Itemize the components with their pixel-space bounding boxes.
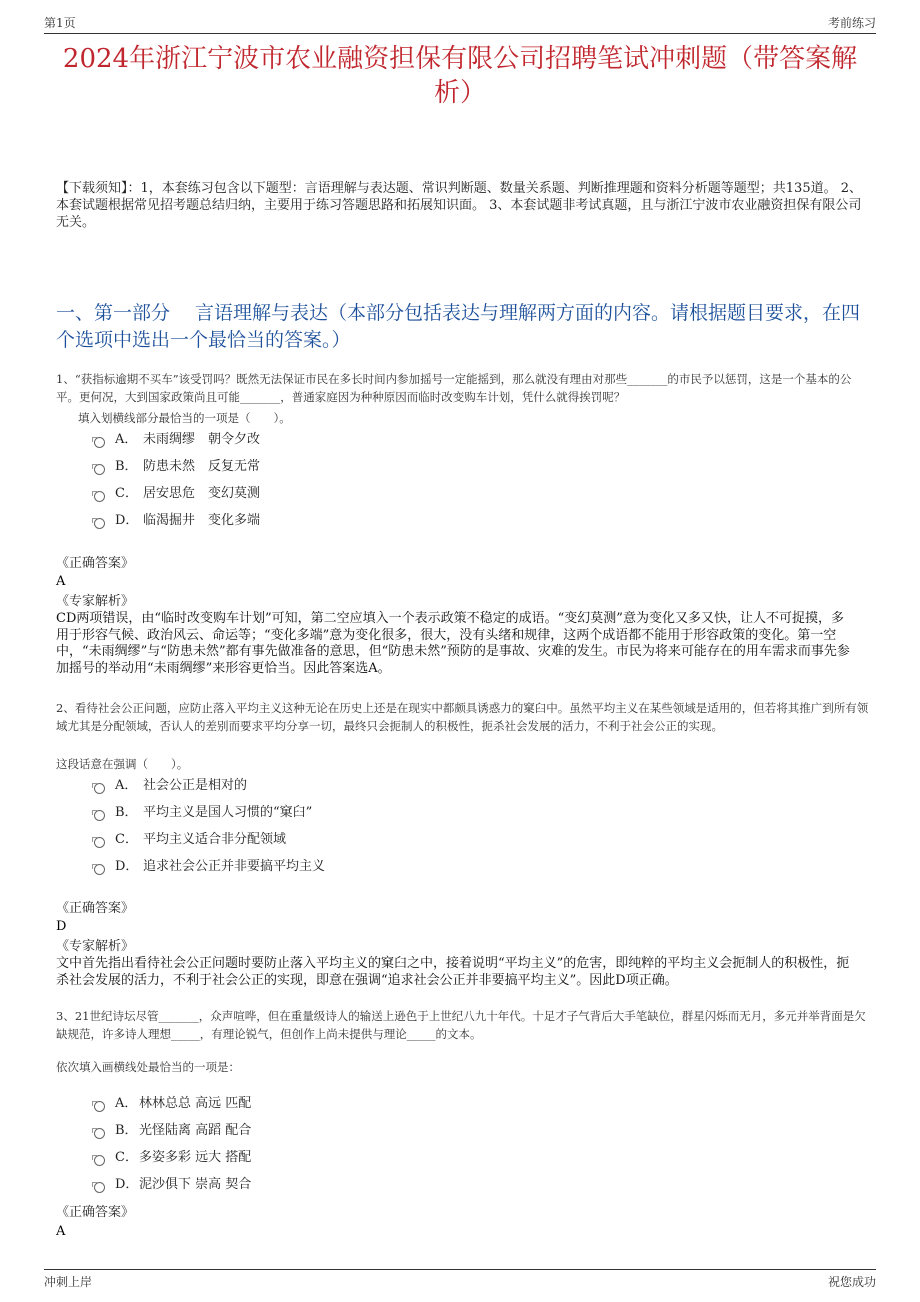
option-key: C． (115, 486, 138, 501)
question-1-text: 1、“获指标逾期不买车”该受罚吗？既然无法保证市民在多长时间内参加摇号一定能摇到，那么就没有理由对那些_______的市民予以惩罚，这是一个基本的公平。更何况，大到国家政策尚且可能_______，普通家庭因为种种原因而临时改变购车计划，凭什么就得挨罚呢？ (56, 372, 852, 404)
q1-option-d[interactable] (94, 511, 260, 531)
page-number: 第1页 (44, 16, 76, 30)
footer-divider (44, 1269, 876, 1270)
option-key: D． (115, 513, 139, 528)
radio-icon[interactable] (94, 810, 105, 821)
radio-icon[interactable] (94, 1155, 105, 1166)
q3-option-d[interactable] (94, 1175, 251, 1195)
option-text: 社会公正是相对的 (143, 778, 248, 793)
radio-icon[interactable] (94, 864, 105, 875)
q2-option-c[interactable] (94, 830, 286, 850)
question-3-prompt: 依次填入画横线处最恰当的一项是： (56, 1060, 240, 1074)
header-tag: 考前练习 (827, 16, 876, 30)
option-text: 平均主义适合非分配领域 (143, 832, 287, 847)
q3-answer: A (56, 1224, 66, 1239)
radio-icon[interactable] (94, 491, 105, 502)
q1-option-a[interactable] (94, 430, 260, 450)
q1-analysis-label: 《专家解析》 (56, 594, 135, 609)
radio-icon[interactable] (94, 518, 105, 529)
option-text: 居安思危 变幻莫测 (143, 486, 261, 501)
q2-option-b[interactable] (94, 803, 312, 823)
question-2-prompt: 这段话意在强调（ ）。 (56, 757, 189, 771)
option-key: C． (115, 1150, 138, 1165)
footer-left-text: 冲刺上岸 (44, 1275, 93, 1289)
option-text: 平均主义是国人习惯的“窠臼” (143, 805, 313, 820)
question-2-text: 2、看待社会公正问题，应防止落入平均主义这种无论在历史上还是在现实中都颇具诱惑力的窠臼中。虽然平均主义在某些领域是适用的，但若将其推广到所有领域尤其是分配领域，否认人的差别而要求平均分享一切，最终只会扼制人的积极性，扼杀社会发展的活力，不利于社会公正的实现。 (56, 701, 869, 733)
q2-option-d[interactable] (94, 857, 325, 877)
radio-icon[interactable] (94, 1182, 105, 1193)
header-divider (44, 33, 876, 34)
option-key: A． (115, 778, 138, 793)
q2-answer: D (56, 919, 67, 934)
q2-option-a[interactable] (94, 776, 247, 796)
option-text: 未雨绸缪 朝令夕改 (143, 432, 261, 447)
q1-answer: A (56, 574, 66, 589)
question-3-text: 3、21世纪诗坛尽管_______，众声喧哗，但在重量级诗人的输送上逊色于上世纪八九十年代。十足才子气背后大手笔缺位，群星闪烁而无月，多元并举背面是欠缺规范，许多诗人理想_____，有理论锐气，但创作上尚未提供与理论_____的文本。 (56, 1009, 866, 1041)
radio-icon[interactable] (94, 837, 105, 848)
q1-correct-label: 《正确答案》 (56, 556, 135, 571)
download-notice: 【下载须知】：1，本套练习包含以下题型：言语理解与表达题、常识判断题、数量关系题、判断推理题和资料分析题等题型；共135道。 2、本套试题根据常见招考题总结归纳，主要用于练习答题思路和拓展知识面。 3、本套试题非考试真题，且与浙江宁波市农业融资担保有限公司无关。 (56, 181, 862, 230)
section-heading: 一、第一部分 言语理解与表达（本部分包括表达与理解两方面的内容。请根据题目要求，在四个选项中选出一个最恰当的答案。） (56, 302, 861, 351)
option-text: 光怪陆离 高蹈 配合 (139, 1123, 252, 1138)
radio-icon[interactable] (94, 437, 105, 448)
option-key: A． (115, 1096, 138, 1111)
option-text: 多姿多彩 远大 搭配 (139, 1150, 252, 1165)
option-text: 泥沙俱下 崇高 契合 (139, 1177, 252, 1192)
option-key: B． (115, 459, 138, 474)
q3-correct-label: 《正确答案》 (56, 1205, 135, 1220)
q2-analysis-label: 《专家解析》 (56, 939, 135, 954)
option-text: 防患未然 反复无常 (143, 459, 261, 474)
option-key: D． (115, 859, 139, 874)
question-1-prompt: 填入划横线部分最恰当的一项是（ ）。 (78, 411, 291, 425)
option-key: B． (115, 805, 138, 820)
option-text: 追求社会公正并非要搞平均主义 (143, 859, 326, 874)
radio-icon[interactable] (94, 1128, 105, 1139)
q3-option-a[interactable] (94, 1094, 251, 1114)
q1-option-b[interactable] (94, 457, 260, 477)
q1-analysis: CD两项错误，由“临时改变购车计划”可知，第二空应填入一个表示政策不稳定的成语。“变幻莫测”意为变化又多又快，让人不可捉摸，多用于形容气候、政治风云、命运等；“变化多端”意为变化很多，很大，没有头绪和规律，这两个成语都不能用于形容政策的变化。第一空中，“未雨绸缪”与“防患未然”都有事先做准备的意思，但“防患未然”预防的是事故、灾难的发生。市民为将来可能存在的用车需求而事先参加摇号的举动用“未雨绸缪”来形容更恰当。因此答案选A。 (56, 611, 850, 676)
footer-right-text: 祝您成功 (827, 1275, 876, 1289)
q3-option-b[interactable] (94, 1121, 251, 1141)
radio-icon[interactable] (94, 464, 105, 475)
radio-icon[interactable] (94, 1101, 105, 1112)
q2-analysis: 文中首先指出看待社会公正问题时要防止落入平均主义的窠臼之中，接着说明“平均主义”的危害，即纯粹的平均主义会扼制人的积极性，扼杀社会发展的活力，不利于社会公正的实现，即意在强调“追求社会公正并非要搞平均主义”。因此D项正确。 (56, 956, 850, 988)
option-key: B． (115, 1123, 138, 1138)
option-key: A． (115, 432, 138, 447)
option-text: 林林总总 高远 匹配 (139, 1096, 252, 1111)
q2-correct-label: 《正确答案》 (56, 901, 135, 916)
document-title: 2024年浙江宁波市农业融资担保有限公司招聘笔试冲刺题（带答案解析） (62, 44, 858, 108)
option-key: D． (115, 1177, 139, 1192)
q3-option-c[interactable] (94, 1148, 251, 1168)
option-key: C． (115, 832, 138, 847)
radio-icon[interactable] (94, 783, 105, 794)
q1-option-c[interactable] (94, 484, 260, 504)
option-text: 临渴掘井 变化多端 (143, 513, 261, 528)
